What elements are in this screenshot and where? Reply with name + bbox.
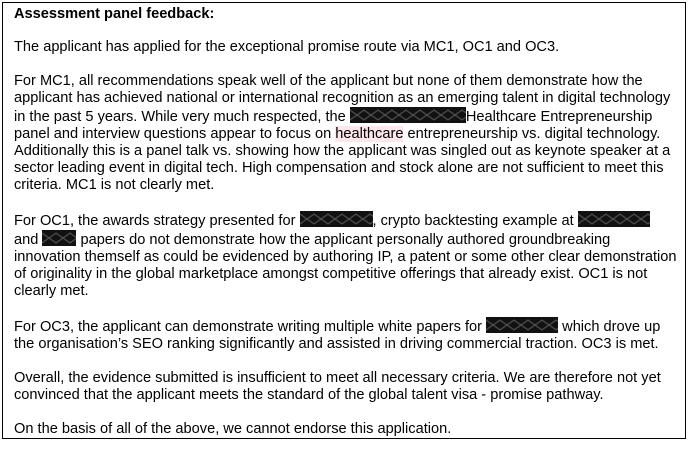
panel-title: Assessment panel feedback:: [14, 6, 215, 22]
mc1-text-a: For MC1, all recommendations speak well of the applicant but none of them demonstrate how the applicant has achieved national or international recognition as an emerging talent in digital technology in the past 5 years. While very much respected, the: [14, 73, 671, 125]
oc1-text-b: , crypto backtesting example at: [372, 213, 578, 229]
redaction-block: [578, 211, 650, 227]
paragraph-mc1: [14, 73, 678, 194]
feedback-content: [14, 6, 678, 455]
paragraph-oc3: [14, 317, 678, 353]
oc1-text-d: papers do not demonstrate how the applicant personally authored groundbreaking innovation themself as could be evidenced by authoring IP, a patent or some other clear demonstration of originality in the global marketplace amongst competitive offerings that already exist. OC1 is not clearly met.: [14, 232, 677, 299]
oc1-text-a: For OC1, the awards strategy presented for: [14, 213, 300, 229]
redaction-block: [350, 107, 466, 123]
mc1-text-b: Healthcare Entrepreneurship panel and interview questions appear to focus on: [14, 109, 653, 142]
redaction-block: [42, 230, 76, 246]
highlighted-word: healthcare: [335, 126, 404, 142]
feedback-panel: [2, 2, 686, 439]
paragraph-oc1: [14, 211, 678, 300]
paragraph-conclusion: On the basis of all of the above, we cannot endorse this application.: [14, 421, 452, 437]
oc3-text-b: which drove up the organisation’s SEO ranking significantly and assisted in driving commercial traction. OC3 is met.: [14, 319, 661, 352]
redaction-block: [300, 211, 373, 227]
redaction-block: [486, 317, 558, 333]
oc3-text-a: For OC3, the applicant can demonstrate writing multiple white papers for: [14, 319, 487, 335]
mc1-text-c: entrepreneurship vs. digital technology. Additionally this is a panel talk vs. showing how the applicant was singled out as keynote speaker at a sector leading event in digital tech. High compensation and stock alone are not sufficient to meet this criteria. MC1 is not clearly met.: [14, 126, 671, 193]
paragraph-overall: Overall, the evidence submitted is insufficient to meet all necessary criteria. We are therefore not yet convinced that the applicant meets the standard of the global talent visa - promise pathway.: [14, 370, 661, 403]
oc1-text-c: and: [14, 232, 43, 248]
paragraph-route: The applicant has applied for the exceptional promise route via MC1, OC1 and OC3.: [14, 39, 560, 55]
